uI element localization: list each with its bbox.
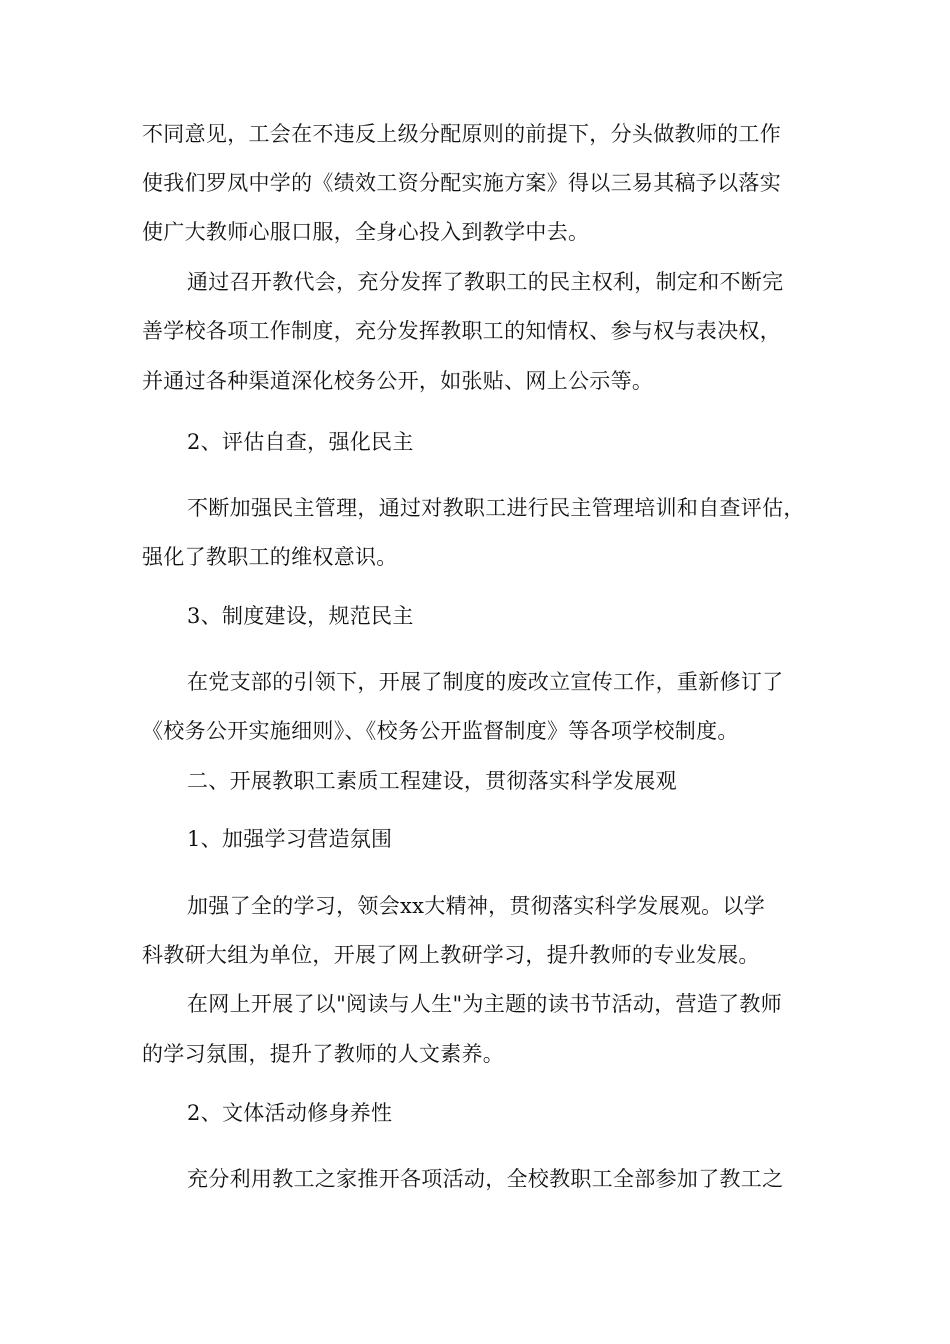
paragraph-line: 不同意见，工会在不违反上级分配原则的前提下，分头做教师的工作 [142, 122, 781, 146]
section-heading: 二、开展教职工素质工程建设，贯彻落实科学发展观 [187, 769, 677, 793]
paragraph-line: 充分利用教工之家推开各项活动，全校教职工全部参加了教工之 [187, 1167, 784, 1191]
paragraph-line: 使广大教师心服口服，全身心投入到教学中去。 [142, 220, 590, 244]
section-heading: 1、加强学习营造氛围 [187, 827, 393, 851]
paragraph-line: 不断加强民主管理，通过对教职工进行民主管理培训和自查评估， [187, 496, 805, 520]
paragraph-line: 在网上开展了以"阅读与人生"为主题的读书节活动，营造了教师 [187, 992, 783, 1016]
section-heading: 2、评估自查，强化民主 [187, 430, 414, 454]
paragraph-line: 使我们罗凤中学的《绩效工资分配实施方案》得以三易其稿予以落实 [142, 171, 781, 195]
paragraph-line: 并通过各种渠道深化校务公开，如张贴、网上公示等。 [142, 369, 654, 393]
section-heading: 3、制度建设，规范民主 [187, 604, 414, 628]
paragraph-line: 《校务公开实施细则》、《校务公开监督制度》等各项学校制度。 [142, 719, 739, 743]
paragraph-line: 的学习氛围，提升了教师的人文素养。 [142, 1042, 505, 1066]
paragraph-line: 加强了全的学习，领会xx大精神，贯彻落实科学发展观。以学 [187, 894, 766, 918]
paragraph-line: 通过召开教代会，充分发挥了教职工的民主权利，制定和不断完 [187, 270, 784, 294]
paragraph-line: 强化了教职工的维权意识。 [142, 545, 398, 569]
paragraph-line: 在党支部的引领下，开展了制度的废改立宣传工作，重新修订了 [187, 670, 784, 694]
paragraph-line: 科教研大组为单位，开展了网上教研学习，提升教师的专业发展。 [142, 943, 760, 967]
section-heading: 2、文体活动修身养性 [187, 1101, 393, 1125]
paragraph-line: 善学校各项工作制度，充分发挥教职工的知情权、参与权与表决权， [142, 319, 781, 343]
